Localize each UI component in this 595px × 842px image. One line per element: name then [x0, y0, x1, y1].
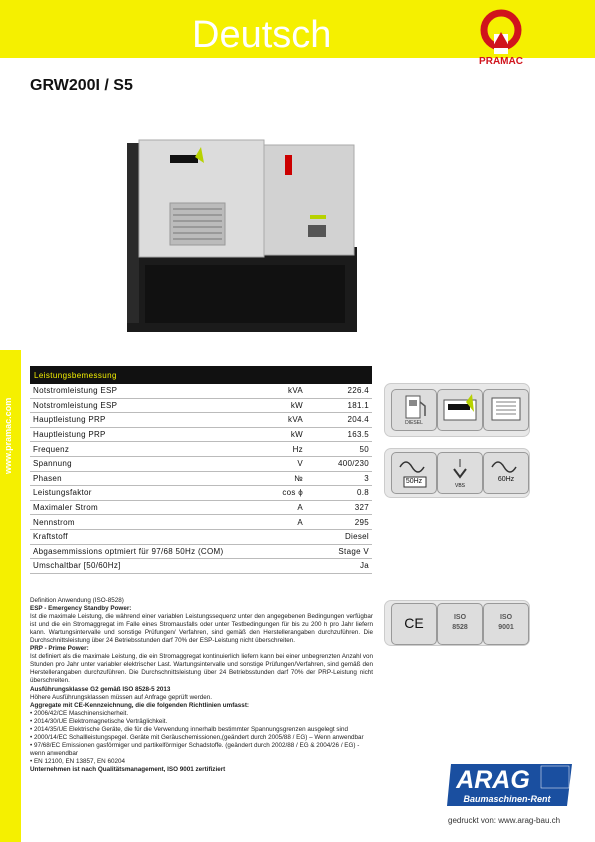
spec-label: Maximaler Strom [30, 500, 260, 515]
canopy-icon [483, 389, 529, 431]
stage-v-icon [437, 389, 483, 431]
language-label: Deutsch [192, 14, 332, 56]
directive-item: • 2000/14/EC Schallleistungspegel. Geräte mit Geräuschemissionen,(geändert durch 2005/88 / EG) – Wenn anwendbar [30, 733, 364, 741]
ce-label: CE [404, 615, 424, 631]
spec-unit: kW [260, 427, 306, 442]
vbs-label: VBS [454, 483, 465, 489]
spec-row [30, 544, 372, 559]
specs-section-title: Leistungsbemessung [30, 366, 372, 384]
hz60-label: 60Hz [497, 476, 515, 483]
spec-value: 163.5 [306, 427, 372, 442]
iso-8528-icon [437, 603, 483, 645]
website-text: www.pramac.com [3, 397, 13, 474]
spec-label: Hauptleistung PRP [30, 427, 260, 442]
fuel-icon-panel [384, 383, 530, 437]
spec-value: Ja [306, 559, 372, 574]
spec-unit [260, 544, 306, 559]
spec-value: 295 [306, 515, 372, 530]
spec-label: Hauptleistung PRP [30, 413, 260, 428]
frequency-60hz-icon [483, 452, 529, 494]
spec-row [30, 456, 372, 471]
spec-unit: A [260, 500, 306, 515]
spec-value: 204.4 [306, 413, 372, 428]
spec-value: 0.8 [306, 486, 372, 501]
definition-heading: Definition Anwendung (ISO-8528) [30, 597, 124, 604]
spec-row [30, 559, 372, 574]
arag-subtitle: Baumaschinen-Rent [463, 794, 551, 804]
spec-row [30, 500, 372, 515]
spec-row [30, 398, 372, 413]
spec-value: 400/230 [306, 456, 372, 471]
directive-item: • EN 12100, EN 13857, EN 60204 [30, 757, 125, 765]
definitions-text [30, 597, 373, 774]
spec-row [30, 442, 372, 457]
directive-item: • 97/68/EC Emissionen gasförmiger und partikelförmiger Schadstoffe. (geändert durch 2002/88 / EG & 2004/26 / EG) - wenn anwendbar [30, 741, 360, 757]
website-vertical [3, 366, 17, 476]
vbs-icon [437, 452, 483, 494]
class-text: Höhere Ausführungsklassen müssen auf Anfrage geprüft werden. [30, 693, 213, 701]
hz50-label: 50Hz [405, 478, 423, 485]
spec-label: Phasen [30, 471, 260, 486]
iso8528-label-a: ISO [453, 614, 467, 621]
spec-label: Kraftstoff [30, 529, 260, 544]
spec-unit: A [260, 515, 306, 530]
diesel-label: DIESEL [405, 420, 423, 426]
spec-row [30, 529, 372, 544]
iso9001-label-a: ISO [499, 614, 513, 621]
iso-certified-note: Unternehmen ist nach Qualitätsmanagement, ISO 9001 zertifiziert [30, 765, 226, 773]
spec-unit [260, 559, 306, 574]
spec-row [30, 471, 372, 486]
spec-unit: № [260, 471, 306, 486]
spec-value: Diesel [306, 529, 372, 544]
spec-label: Nennstrom [30, 515, 260, 530]
generator-image [125, 135, 360, 335]
arag-name: ARAG [456, 766, 530, 794]
spec-row [30, 515, 372, 530]
spec-value: 181.1 [306, 398, 372, 413]
frequency-50hz-icon [391, 452, 437, 494]
diesel-pump-icon [391, 389, 437, 431]
specs-table [30, 366, 372, 574]
spec-unit: kVA [260, 413, 306, 428]
spec-label: Notstromleistung ESP [30, 398, 260, 413]
certification-icon-panel [384, 600, 530, 646]
iso9001-label-b: 9001 [498, 624, 514, 631]
prp-text: Ist definiert als die maximale Leistung, die ein Stromaggregat kontinuierlich liefern kann bei einer unbegrenzten Anzahl von Stunden pro Jahr unter variabler elektrischer Last. Wartungsintervalle und sonstige Prüfungen/Verfahren, sind gemäß den Herstellerangaben durchzuführen. Die Durchschnittsleistung über 24 Betriebsstunden darf 70% der PRP-Leistung nicht überschreiten. [30, 653, 373, 685]
spec-label: Abgasemmissions optmiert für 97/68 50Hz (COM) [30, 544, 260, 559]
spec-unit: Hz [260, 442, 306, 457]
spec-unit: kW [260, 398, 306, 413]
model-title: GRW200I / S5 [30, 77, 133, 94]
spec-row [30, 427, 372, 442]
spec-label: Spannung [30, 456, 260, 471]
iso8528-label-b: 8528 [452, 624, 468, 631]
spec-label: Frequenz [30, 442, 260, 457]
spec-value: Stage V [306, 544, 372, 559]
ce-mark-icon [391, 603, 437, 645]
spec-unit [260, 529, 306, 544]
directive-item: • 2006/42/CE Maschinensicherheit. [30, 709, 129, 717]
spec-label: Leistungsfaktor [30, 486, 260, 501]
spec-label: Umschaltbar [50/60Hz] [30, 559, 260, 574]
spec-label: Notstromleistung ESP [30, 384, 260, 398]
spec-unit: V [260, 456, 306, 471]
prp-title: PRP - Prime Power: [30, 645, 89, 653]
brand-name: PRAMAC [479, 56, 523, 67]
esp-text: Ist die maximale Leistung, die während einer variablen Leistungssequenz unter den angegebenen Bedingungen verfügbar ist und die ein Stromaggregat im Falle eines Stromausfalls oder unter Testbedingungen für bis zu 200 h pro Jahr liefern kann. Wartungsintervalle und sonstige Prüfungen/ Verfahren, sind gemäß den Herstellerangaben durchzuführen. Die Durchschnittsleistung über 24 Betriebsstunden darf 70% der ESP-Leistung nicht überschreiten. [30, 613, 373, 645]
spec-value: 327 [306, 500, 372, 515]
printed-by: gedruckt von: www.arag-bau.ch [448, 816, 561, 825]
spec-value: 3 [306, 471, 372, 486]
spec-row [30, 413, 372, 428]
spec-row [30, 384, 372, 398]
spec-value: 226.4 [306, 384, 372, 398]
spec-row [30, 486, 372, 501]
spec-value: 50 [306, 442, 372, 457]
directive-item: • 2014/35/UE Elektrische Geräte, die für die Verwendung innerhalb bestimmter Spannungsgrenzen ausgelegt sind [30, 725, 348, 733]
directive-item: • 2014/30/UE Elektromagnetische Verträglichkeit. [30, 717, 168, 725]
class-title: Ausführungsklasse G2 gemäß ISO 8528-5 2013 [30, 685, 171, 693]
spec-unit: cos ϕ [260, 486, 306, 501]
ce-directives-title: Aggregate mit CE-Kennzeichnung, die die folgenden Richtlinien umfasst: [30, 701, 250, 709]
iso-9001-icon [483, 603, 529, 645]
frequency-icon-panel [384, 448, 530, 498]
pramac-logo [470, 8, 532, 68]
arag-logo [445, 760, 578, 810]
esp-title: ESP - Emergency Standby Power: [30, 605, 132, 613]
spec-unit: kVA [260, 384, 306, 398]
